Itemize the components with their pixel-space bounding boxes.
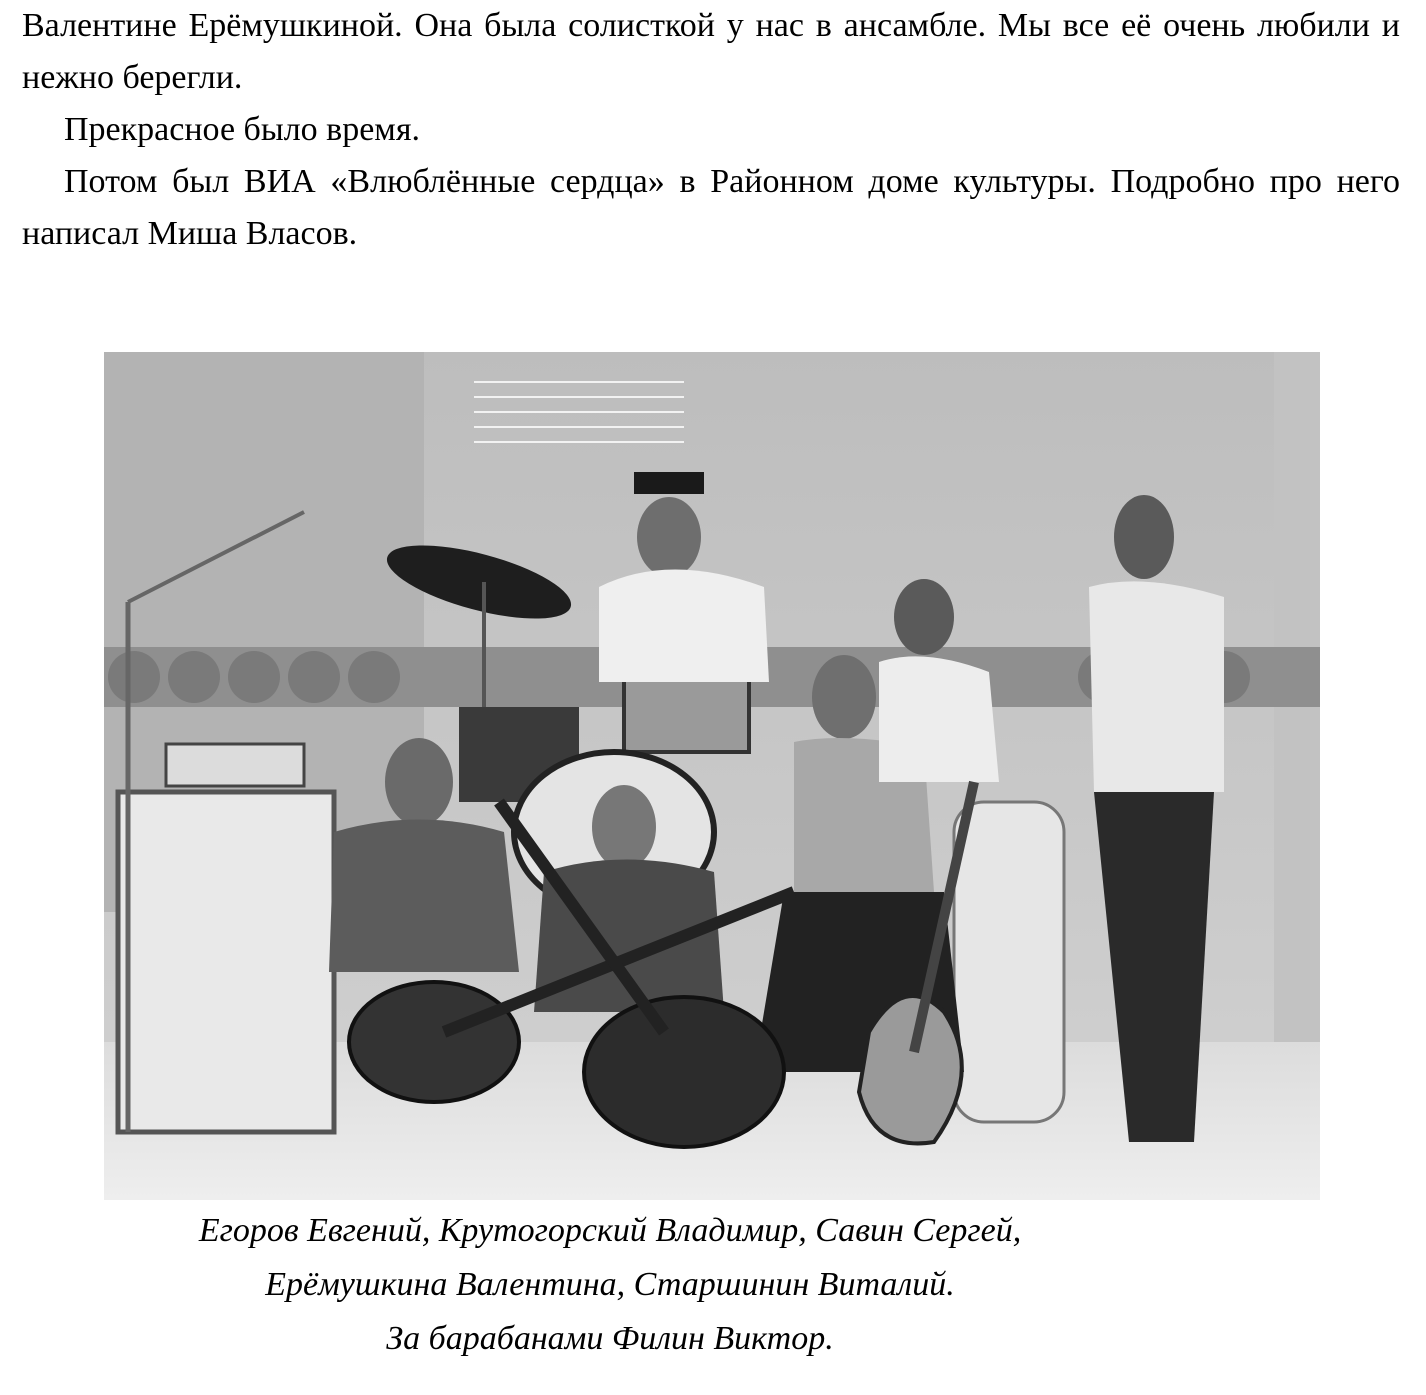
- band-photo-illustration: [104, 352, 1320, 1200]
- caption-line: Егоров Евгений, Крутогорский Владимир, Савин Сергей,: [198, 1212, 1022, 1249]
- paragraph: Потом был ВИА «Влюблённые сердца» в Районном доме культуры. Подробно про него написал Миша Власов.: [22, 163, 1400, 252]
- caption-line: Ерёмушкина Валентина, Старшинин Виталий.: [265, 1266, 955, 1303]
- body-text: [22, 0, 1400, 260]
- photo-caption: [60, 1204, 1160, 1366]
- caption-line: За барабанами Филин Виктор.: [386, 1320, 834, 1357]
- paragraph: Прекрасное было время.: [64, 111, 420, 148]
- band-photo: [104, 352, 1320, 1200]
- paragraph: Валентине Ерёмушкиной. Она была солисткой у нас в ансамбле. Мы все её очень любили и нежно берегли.: [22, 7, 1400, 96]
